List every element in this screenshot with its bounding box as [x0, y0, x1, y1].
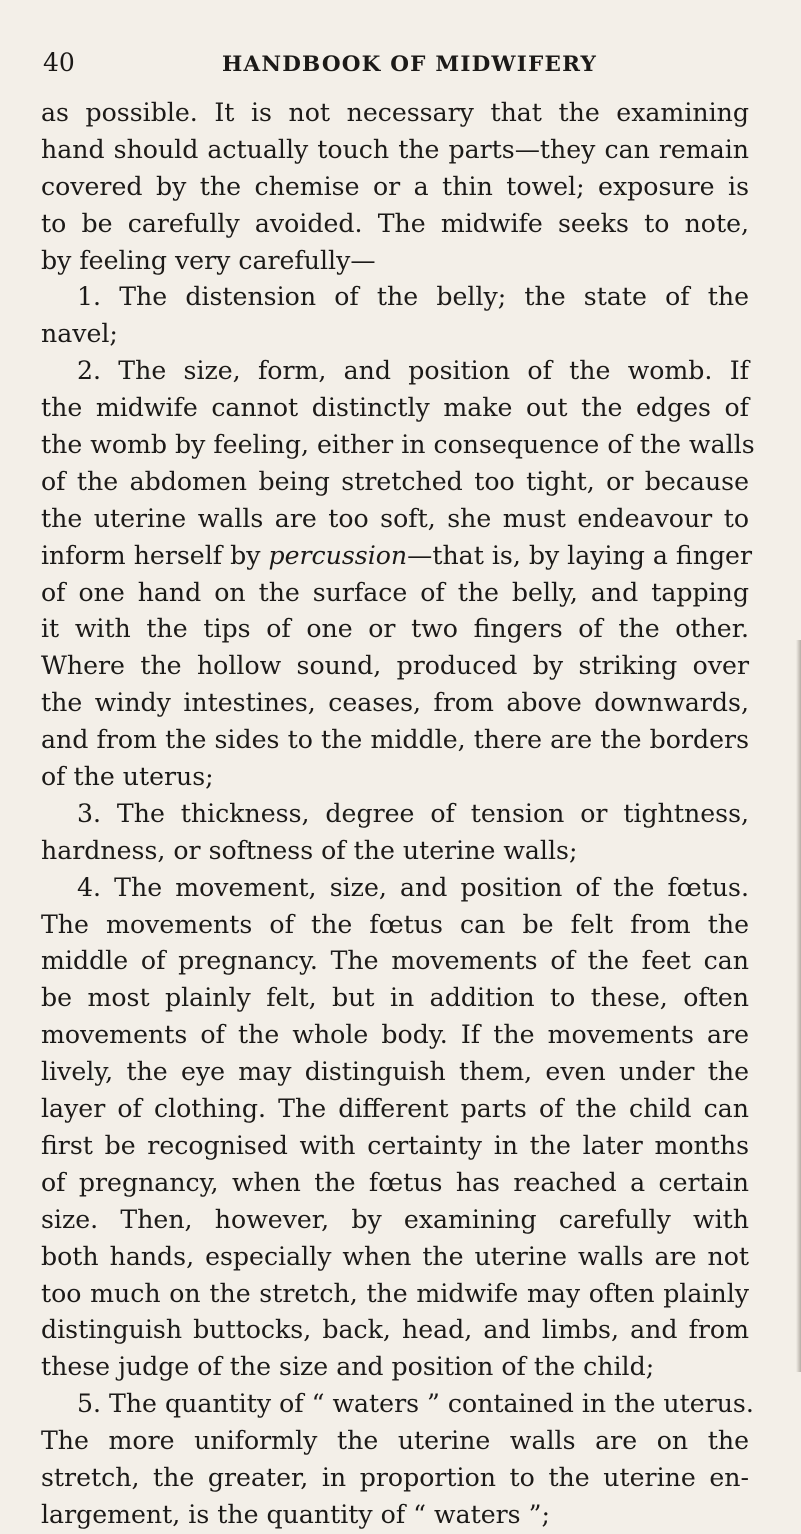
text-line: 1. The distension of the belly; the state of the: [77, 282, 749, 312]
text-line: largement, is the quantity of “ waters ”;: [41, 1499, 550, 1529]
text-line: as possible. It is not necessary that the examining: [41, 98, 749, 127]
page-edge-shadow: [796, 640, 801, 1372]
body-text: [41, 95, 755, 1534]
text-line: by feeling very carefully—: [41, 245, 376, 275]
text-line: distinguish buttocks, back, head, and limbs, and from: [41, 1315, 749, 1345]
text-line: these judge of the size and position of the child;: [41, 1352, 655, 1382]
text-segment: —that is, by laying a finger: [407, 540, 753, 570]
text-line: of the abdomen being stretched too tight, or because: [41, 466, 749, 496]
text-line: Where the hollow sound, produced by striking over: [41, 651, 749, 681]
text-line: movements of the whole body. If the movements are: [41, 1020, 749, 1050]
text-line: the windy intestines, ceases, from above downwards,: [41, 688, 749, 718]
text-line: of one hand on the surface of the belly, and tapping: [41, 577, 749, 607]
page-number: 40: [43, 48, 75, 77]
text-line: be most plainly felt, but in addition to these, often: [41, 983, 749, 1013]
text-line: 3. The thickness, degree of tension or tightness,: [77, 798, 749, 828]
text-line: covered by the chemise or a thin towel; exposure is: [41, 171, 749, 201]
text-line: size. Then, however, by examining carefully with: [41, 1204, 749, 1234]
text-line: 2. The size, form, and position of the womb. If: [77, 356, 749, 386]
text-line: 5. The quantity of “ waters ” contained in the uterus.: [77, 1389, 754, 1419]
text-line: hardness, or softness of the uterine walls;: [41, 835, 578, 865]
running-head: HANDBOOK OF MIDWIFERY: [221, 52, 598, 77]
text-line: it with the tips of one or two fingers of the other.: [41, 614, 749, 644]
text-line: too much on the stretch, the midwife may often plainly: [41, 1278, 749, 1308]
text-segment: inform herself by: [41, 540, 269, 570]
text-line: lively, the eye may distinguish them, even under the: [41, 1057, 749, 1087]
text-line: of the uterus;: [41, 762, 214, 792]
text-line: middle of pregnancy. The movements of the feet can: [41, 946, 749, 976]
text-line: to be carefully avoided. The midwife seeks to note,: [41, 208, 749, 238]
text-line: the midwife cannot distinctly make out the edges of: [41, 393, 749, 423]
text-line: hand should actually touch the parts—they can remain: [41, 134, 749, 164]
text-line: stretch, the greater, in proportion to the uterine en-: [41, 1462, 749, 1492]
italic-term: percussion: [268, 540, 408, 570]
text-line: and from the sides to the middle, there are the borders: [41, 725, 749, 755]
text-line: first be recognised with certainty in the later months: [41, 1130, 749, 1160]
text-line: the womb by feeling, either in consequence of the walls: [41, 430, 755, 460]
text-line: navel;: [41, 319, 118, 349]
text-line: of pregnancy, when the fœtus has reached a certain: [41, 1167, 749, 1197]
text-line: both hands, especially when the uterine walls are not: [41, 1241, 749, 1271]
text-line: 4. The movement, size, and position of the fœtus.: [77, 872, 749, 902]
text-line: [41, 538, 753, 575]
text-line: The movements of the fœtus can be felt from the: [41, 909, 749, 939]
text-line: the uterine walls are too soft, she must endeavour to: [41, 503, 749, 533]
text-line: The more uniformly the uterine walls are on the: [41, 1426, 749, 1456]
text-line: layer of clothing. The different parts of the child can: [41, 1094, 749, 1124]
